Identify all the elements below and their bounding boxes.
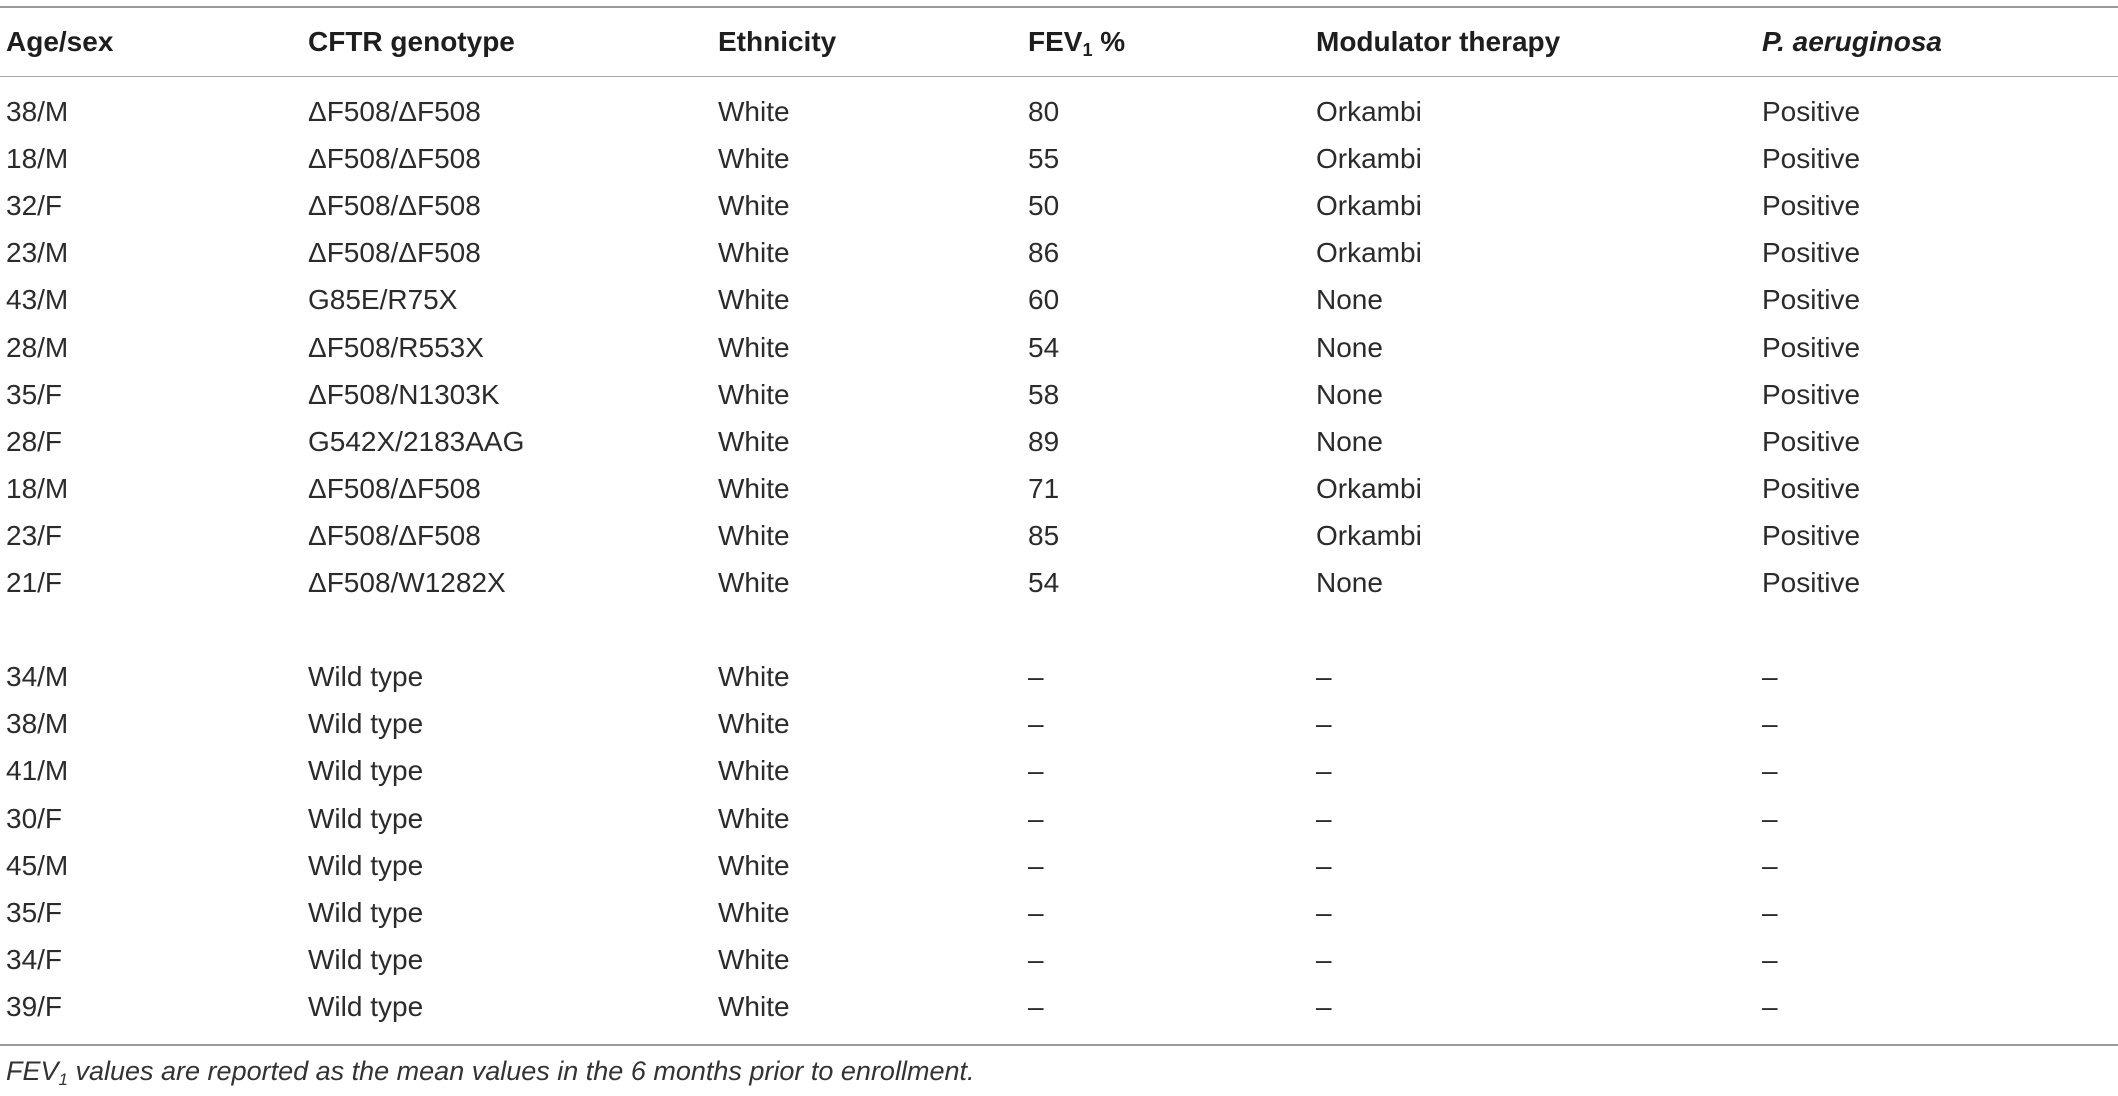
cell-paeruginosa: Positive (1762, 332, 1861, 363)
header-paeruginosa: P. aeruginosa (1762, 26, 1943, 57)
cell-age-sex: 32/F (6, 190, 63, 221)
cell-genotype: Wild type (308, 803, 424, 834)
table-row (0, 700, 2118, 747)
cell-paeruginosa: Positive (1762, 237, 1861, 268)
cell-ethnicity: White (718, 143, 790, 174)
cell-modulator: Orkambi (1316, 520, 1422, 551)
cell-genotype: Wild type (308, 661, 424, 692)
cell-age-sex: 34/M (6, 661, 69, 692)
cell-age-sex: 43/M (6, 284, 69, 315)
cell-fev: – (1028, 661, 1044, 692)
cell-genotype: ΔF508/N1303K (308, 379, 500, 410)
cell-fev: 50 (1028, 190, 1060, 221)
cell-age-sex: 23/F (6, 520, 63, 551)
cell-paeruginosa: Positive (1762, 473, 1861, 504)
cell-fev: 58 (1028, 379, 1060, 410)
cell-age-sex: 30/F (6, 803, 63, 834)
cell-genotype: ΔF508/W1282X (308, 567, 506, 598)
cell-modulator: Orkambi (1316, 237, 1422, 268)
cell-ethnicity: White (718, 520, 790, 551)
cell-modulator: None (1316, 284, 1383, 315)
header-modulator: Modulator therapy (1316, 26, 1561, 57)
cell-ethnicity: White (718, 755, 790, 786)
table-row (0, 889, 2118, 936)
table-row (0, 465, 2118, 512)
cell-genotype: ΔF508/ΔF508 (308, 237, 481, 268)
cell-paeruginosa: Positive (1762, 567, 1861, 598)
table-footnote (6, 1056, 974, 1087)
cell-modulator: – (1316, 803, 1332, 834)
table-row (0, 512, 2118, 559)
cell-ethnicity: White (718, 237, 790, 268)
cell-fev: 54 (1028, 332, 1060, 363)
cell-paeruginosa: Positive (1762, 520, 1861, 551)
cell-ethnicity: White (718, 379, 790, 410)
cell-modulator: None (1316, 567, 1383, 598)
cell-genotype: G542X/2183AAG (308, 426, 525, 457)
cell-fev: – (1028, 991, 1044, 1022)
cell-age-sex: 39/F (6, 991, 63, 1022)
cell-paeruginosa: Positive (1762, 284, 1861, 315)
table-row (0, 936, 2118, 983)
cell-genotype: Wild type (308, 850, 424, 881)
cell-ethnicity: White (718, 473, 790, 504)
cell-modulator: Orkambi (1316, 473, 1422, 504)
table-row (0, 747, 2118, 794)
cell-genotype: Wild type (308, 755, 424, 786)
cell-fev: 80 (1028, 96, 1060, 127)
cell-ethnicity: White (718, 284, 790, 315)
cell-paeruginosa: – (1762, 803, 1778, 834)
cell-genotype: ΔF508/R553X (308, 332, 484, 363)
header-fev-main: FEV (1028, 26, 1083, 57)
cell-ethnicity: White (718, 96, 790, 127)
cell-age-sex: 18/M (6, 143, 69, 174)
cell-ethnicity: White (718, 567, 790, 598)
cell-ethnicity: White (718, 661, 790, 692)
cell-modulator: – (1316, 755, 1332, 786)
table-row (0, 653, 2118, 700)
cell-age-sex: 38/M (6, 708, 69, 739)
table-row (0, 135, 2118, 182)
cell-age-sex: 34/F (6, 944, 63, 975)
cell-paeruginosa: – (1762, 661, 1778, 692)
cell-paeruginosa: Positive (1762, 379, 1861, 410)
cell-age-sex: 41/M (6, 755, 69, 786)
cell-ethnicity: White (718, 991, 790, 1022)
table-bottom-rule (0, 1044, 2118, 1046)
cell-fev: 85 (1028, 520, 1060, 551)
cell-genotype: Wild type (308, 897, 424, 928)
footnote-rest: values are reported as the mean values in the 6 months prior to enrollment. (67, 1056, 975, 1086)
cell-age-sex: 38/M (6, 96, 69, 127)
cell-paeruginosa: – (1762, 991, 1778, 1022)
cell-ethnicity: White (718, 332, 790, 363)
cell-age-sex: 18/M (6, 473, 69, 504)
cell-modulator: Orkambi (1316, 190, 1422, 221)
cell-modulator: – (1316, 850, 1332, 881)
cell-modulator: – (1316, 944, 1332, 975)
cell-modulator: None (1316, 426, 1383, 457)
cell-modulator: None (1316, 379, 1383, 410)
cell-fev: – (1028, 803, 1044, 834)
cell-genotype: Wild type (308, 991, 424, 1022)
table-row (0, 229, 2118, 276)
table-row (0, 371, 2118, 418)
cell-ethnicity: White (718, 897, 790, 928)
header-ethnicity: Ethnicity (718, 26, 837, 57)
table-row (0, 795, 2118, 842)
cell-paeruginosa: – (1762, 850, 1778, 881)
cell-age-sex: 23/M (6, 237, 69, 268)
header-fev-suffix: % (1092, 26, 1126, 57)
cell-fev: 54 (1028, 567, 1060, 598)
header-fev (1028, 18, 1125, 65)
cell-fev: – (1028, 897, 1044, 928)
header-fev-sub: 1 (1082, 40, 1093, 60)
cell-age-sex: 28/F (6, 426, 63, 457)
table-header-rule (0, 76, 2118, 77)
table-row (0, 983, 2118, 1030)
cell-paeruginosa: – (1762, 708, 1778, 739)
cell-modulator: – (1316, 897, 1332, 928)
cell-age-sex: 28/M (6, 332, 69, 363)
cell-fev: 55 (1028, 143, 1060, 174)
cell-fev: 89 (1028, 426, 1060, 457)
table-header-row (0, 18, 2118, 65)
cell-paeruginosa: – (1762, 944, 1778, 975)
footnote-main: FEV (6, 1056, 59, 1086)
cell-genotype: ΔF508/ΔF508 (308, 473, 481, 504)
cell-age-sex: 21/F (6, 567, 63, 598)
cell-paeruginosa: – (1762, 897, 1778, 928)
cell-modulator: – (1316, 991, 1332, 1022)
table-row (0, 418, 2118, 465)
footnote-sub: 1 (58, 1070, 68, 1089)
cell-modulator: – (1316, 708, 1332, 739)
cell-age-sex: 35/F (6, 897, 63, 928)
header-age-sex: Age/sex (6, 26, 114, 57)
cell-genotype: Wild type (308, 708, 424, 739)
cell-modulator: Orkambi (1316, 96, 1422, 127)
cell-modulator: Orkambi (1316, 143, 1422, 174)
cell-fev: 60 (1028, 284, 1060, 315)
table-row (0, 88, 2118, 135)
cell-fev: – (1028, 850, 1044, 881)
cell-ethnicity: White (718, 708, 790, 739)
table-row (0, 324, 2118, 371)
table-top-rule (0, 6, 2118, 8)
cell-age-sex: 45/M (6, 850, 69, 881)
table-row (0, 182, 2118, 229)
table-row (0, 842, 2118, 889)
cell-genotype: ΔF508/ΔF508 (308, 520, 481, 551)
cell-genotype: ΔF508/ΔF508 (308, 96, 481, 127)
cell-ethnicity: White (718, 190, 790, 221)
cell-genotype: ΔF508/ΔF508 (308, 143, 481, 174)
cell-modulator: None (1316, 332, 1383, 363)
header-genotype: CFTR genotype (308, 26, 515, 57)
cell-ethnicity: White (718, 803, 790, 834)
cell-ethnicity: White (718, 944, 790, 975)
table-row (0, 276, 2118, 323)
cell-paeruginosa: Positive (1762, 190, 1861, 221)
cell-ethnicity: White (718, 850, 790, 881)
table-row (0, 559, 2118, 606)
cell-fev: 71 (1028, 473, 1060, 504)
cell-fev: – (1028, 755, 1044, 786)
cell-fev: 86 (1028, 237, 1060, 268)
cell-paeruginosa: Positive (1762, 143, 1861, 174)
cell-genotype: Wild type (308, 944, 424, 975)
cell-modulator: – (1316, 661, 1332, 692)
cell-genotype: G85E/R75X (308, 284, 458, 315)
cell-genotype: ΔF508/ΔF508 (308, 190, 481, 221)
cell-ethnicity: White (718, 426, 790, 457)
cell-fev: – (1028, 944, 1044, 975)
cell-paeruginosa: – (1762, 755, 1778, 786)
cell-age-sex: 35/F (6, 379, 63, 410)
cell-paeruginosa: Positive (1762, 96, 1861, 127)
cell-paeruginosa: Positive (1762, 426, 1861, 457)
cell-fev: – (1028, 708, 1044, 739)
